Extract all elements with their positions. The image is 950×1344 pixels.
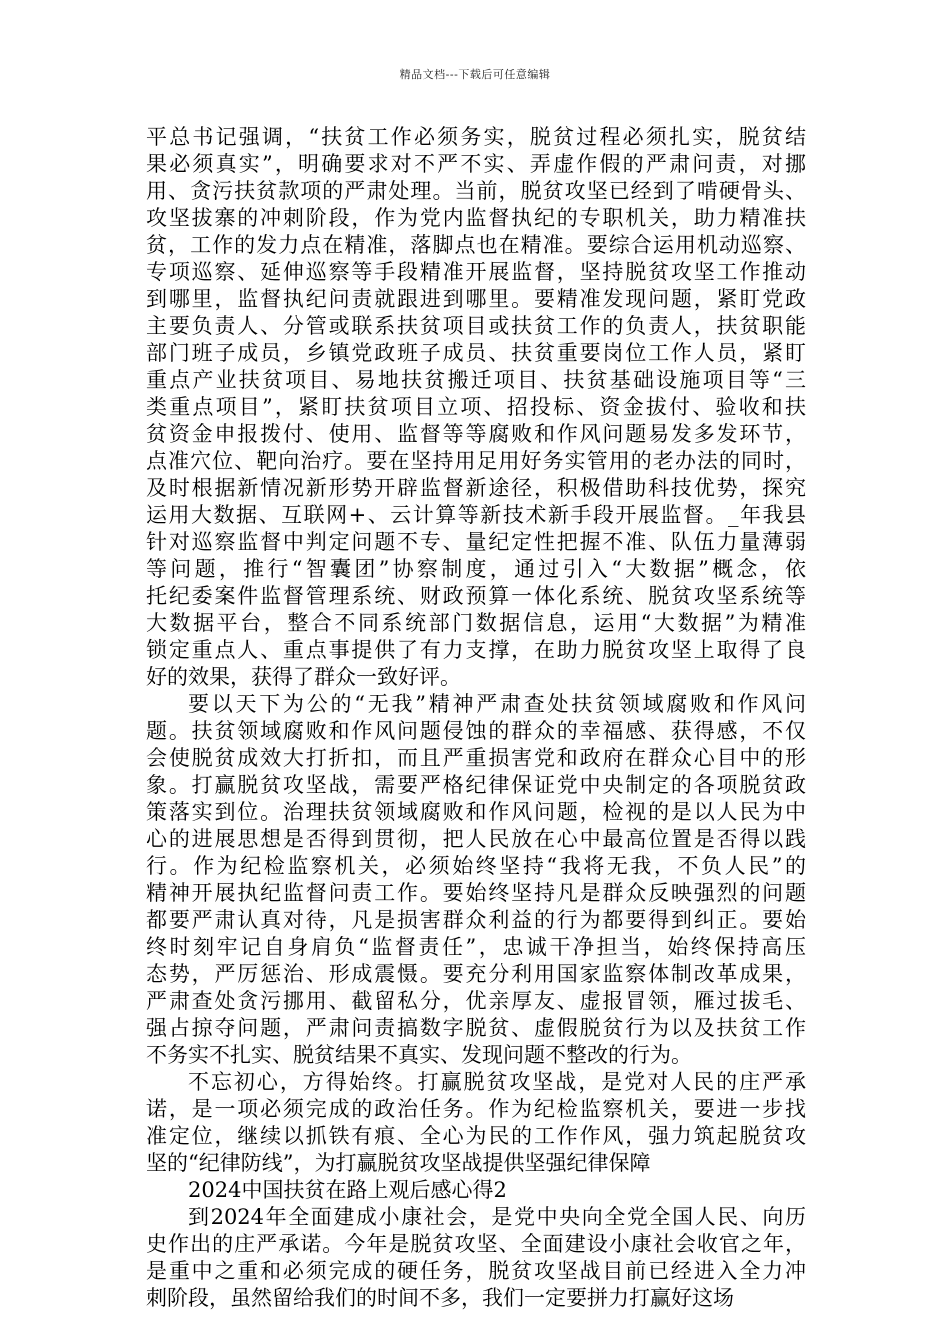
text-line: 2024中国扶贫在路上观后感心得2 [188, 1178, 507, 1202]
text-line: 策落实到位。治理扶贫领域腐败和作风问题，检视的是以人民为中 [146, 800, 806, 824]
text-line: 要以天下为公的“无我”精神严肃查处扶贫领域腐败和作风问 [188, 692, 806, 716]
text-line: 好的效果，获得了群众一致好评。 [146, 665, 461, 689]
text-line: 坚的“纪律防线”，为打赢脱贫攻坚战提供坚强纪律保障 [146, 1151, 651, 1175]
text-line: 点准穴位、靶向治疗。要在坚持用足用好务实管用的老办法的同时， [146, 449, 806, 473]
text-line: 到哪里，监督执纪问责就跟进到哪里。要精准发现问题，紧盯党政 [146, 287, 806, 311]
text-line: 托纪委案件监督管理系统、财政预算一体化系统、脱贫攻坚系统等 [146, 584, 806, 608]
text-line: 严肃查处贪污挪用、截留私分，优亲厚友、虚报冒领，雁过拔毛、 [146, 989, 806, 1013]
text-line: 专项巡察、延伸巡察等手段精准开展监督，坚持脱贫攻坚工作推动 [146, 260, 806, 284]
text-line: 题。扶贫领域腐败和作风问题侵蚀的群众的幸福感、获得感，不仅 [146, 719, 806, 743]
text-line: 会使脱贫成效大打折扣，而且严重损害党和政府在群众心目中的形 [146, 746, 806, 770]
text-line: 贫资金申报拨付、使用、监督等等腐败和作风问题易发多发环节， [146, 422, 806, 446]
text-line: 刺阶段，虽然留给我们的时间不多，我们一定要拼力打赢好这场 [146, 1286, 734, 1310]
text-line: 部门班子成员，乡镇党政班子成员、扶贫重要岗位工作人员，紧盯 [146, 341, 806, 365]
text-line: 运用大数据、互联网+、云计算等新技术新手段开展监督。_年我县 [146, 503, 806, 527]
text-line: 果必须真实”，明确要求对不严不实、弄虚作假的严肃问责，对挪 [146, 152, 806, 176]
text-line: 不务实不扎实、脱贫结果不真实、发现问题不整改的行为。 [146, 1043, 692, 1067]
text-line: 用、贪污扶贫款项的严肃处理。当前，脱贫攻坚已经到了啃硬骨头、 [146, 179, 806, 203]
text-line: 大数据平台，整合不同系统部门数据信息，运用“大数据”为精准 [146, 611, 806, 635]
text-line: 到2024年全面建成小康社会，是党中央向全党全国人民、向历 [188, 1205, 806, 1229]
text-line: 强占掠夺问题，严肃问责搞数字脱贫、虚假脱贫行为以及扶贫工作 [146, 1016, 806, 1040]
page-header: 精品文档---下载后可任意编辑 [399, 68, 551, 81]
text-line: 攻坚拔寨的冲刺阶段，作为党内监督执纪的专职机关，助力精准扶 [146, 206, 806, 230]
text-line: 精神开展执纪监督问责工作。要始终坚持凡是群众反映强烈的问题 [146, 881, 806, 905]
text-line: 诺，是一项必须完成的政治任务。作为纪检监察机关，要进一步找 [146, 1097, 806, 1121]
text-line: 不忘初心，方得始终。打赢脱贫攻坚战，是党对人民的庄严承 [188, 1070, 806, 1094]
text-line: 针对巡察监督中判定问题不专、量纪定性把握不准、队伍力量薄弱 [146, 530, 806, 554]
text-line: 态势，严厉惩治、形成震慑。要充分利用国家监察体制改革成果， [146, 962, 806, 986]
text-line: 重点产业扶贫项目、易地扶贫搬迁项目、扶贫基础设施项目等“三 [146, 368, 806, 392]
text-line: 准定位，继续以抓铁有痕、全心为民的工作作风，强力筑起脱贫攻 [146, 1124, 806, 1148]
text-line: 心的进展思想是否得到贯彻，把人民放在心中最高位置是否得以践 [146, 827, 806, 851]
text-line: 平总书记强调，“扶贫工作必须务实，脱贫过程必须扎实，脱贫结 [146, 125, 806, 149]
text-line: 等问题，推行“智囊团”协察制度，通过引入“大数据”概念，依 [146, 557, 806, 581]
document-body [146, 124, 806, 1312]
text-line: 史作出的庄严承诺。今年是脱贫攻坚、全面建设小康社会收官之年， [146, 1232, 806, 1256]
text-line: 象。打赢脱贫攻坚战，需要严格纪律保证党中央制定的各项脱贫政 [146, 773, 806, 797]
text-line: 主要负责人、分管或联系扶贫项目或扶贫工作的负责人，扶贫职能 [146, 314, 806, 338]
text-line: 都要严肃认真对待，凡是损害群众利益的行为都要得到纠正。要始 [146, 908, 806, 932]
text-line: 及时根据新情况新形势开辟监督新途径，积极借助科技优势，探究 [146, 476, 806, 500]
text-line: 是重中之重和必须完成的硬任务，脱贫攻坚战目前已经进入全力冲 [146, 1259, 806, 1283]
text-line: 贫，工作的发力点在精准，落脚点也在精准。要综合运用机动巡察、 [146, 233, 806, 257]
text-line: 行。作为纪检监察机关，必须始终坚持“我将无我，不负人民”的 [146, 854, 806, 878]
text-line: 类重点项目”，紧盯扶贫项目立项、招投标、资金拔付、验收和扶 [146, 395, 806, 419]
text-line: 锁定重点人、重点事提供了有力支撑，在助力脱贫攻坚上取得了良 [146, 638, 806, 662]
text-line: 终时刻牢记自身肩负“监督责任”，忠诚干净担当，始终保持高压 [146, 935, 806, 959]
